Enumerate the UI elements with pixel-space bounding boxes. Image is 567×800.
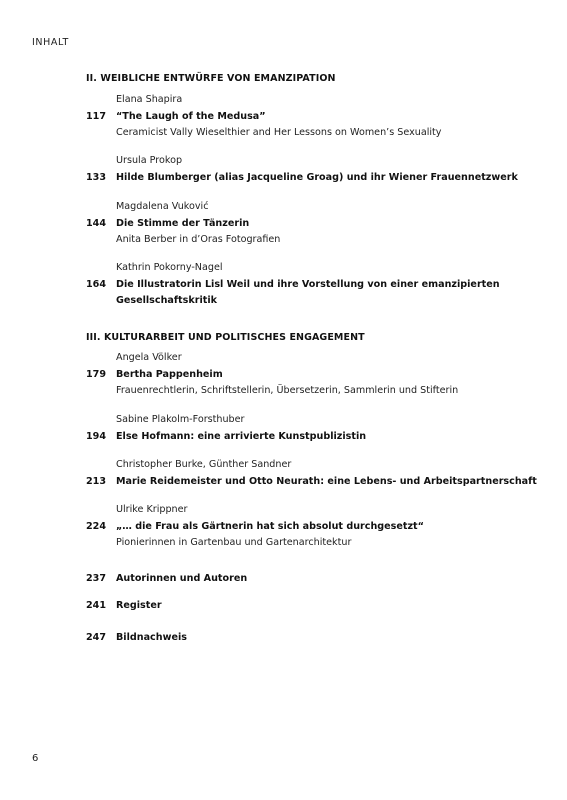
toc-entry[interactable]: [86, 350, 546, 400]
entry-title: Register: [116, 600, 162, 611]
toc-entry[interactable]: [86, 502, 546, 552]
entry-title: Bildnachweis: [116, 632, 187, 643]
running-head: INHALT: [32, 37, 69, 48]
entry-page-number: 164: [86, 278, 107, 290]
entry-title: „… die Frau als Gärtnerin hat sich absolut durchgesetzt“: [116, 520, 424, 532]
page-number: 6: [32, 753, 39, 764]
entry-author: Sabine Plakolm-Forsthuber: [116, 414, 245, 425]
entry-page-number: 241: [86, 600, 107, 611]
entry-page-number: 194: [86, 430, 107, 442]
entry-title: Autorinnen und Autoren: [116, 573, 248, 584]
entry-author: Magdalena Vuković: [116, 201, 209, 212]
entry-title: Die Stimme der Tänzerin: [116, 217, 250, 229]
entry-page-number: 224: [86, 520, 107, 532]
entry-author: Ursula Prokop: [116, 155, 183, 166]
toc-entry[interactable]: [86, 92, 546, 142]
entry-author: Elana Shapira: [116, 94, 183, 105]
entry-title: Else Hofmann: eine arrivierte Kunstpublizistin: [116, 430, 367, 442]
toc-entry-appendix[interactable]: [86, 598, 546, 615]
section-title-3: III. KULTURARBEIT UND POLITISCHES ENGAGEMENT: [86, 332, 365, 343]
entry-page-number: 213: [86, 475, 107, 487]
toc-entry[interactable]: [86, 260, 546, 310]
entry-page-number: 117: [86, 110, 107, 122]
entry-page-number: 144: [86, 217, 107, 229]
entry-author: Ulrike Krippner: [116, 504, 188, 515]
entry-title: Die Illustratorin Lisl Weil und ihre Vorstellung von einer emanzipierten: [116, 278, 500, 290]
entry-title: Bertha Pappenheim: [116, 368, 223, 380]
entry-title-continued: Gesellschaftskritik: [116, 295, 218, 306]
entry-subtitle: Anita Berber in d’Oras Fotografien: [116, 234, 281, 245]
toc-entry[interactable]: [86, 457, 546, 490]
entry-page-number: 133: [86, 171, 107, 183]
entry-subtitle: Pionierinnen in Gartenbau und Gartenarchitektur: [116, 537, 352, 548]
entry-title: “The Laugh of the Medusa”: [116, 110, 266, 122]
entry-author: Christopher Burke, Günther Sandner: [116, 459, 292, 470]
entry-subtitle: Frauenrechtlerin, Schriftstellerin, Übersetzerin, Sammlerin und Stifterin: [116, 385, 459, 396]
toc-entry[interactable]: [86, 153, 546, 186]
toc-entry[interactable]: [86, 199, 546, 249]
toc-entry-appendix[interactable]: [86, 571, 546, 588]
entry-title: Hilde Blumberger (alias Jacqueline Groag) und ihr Wiener Frauennetzwerk: [116, 171, 518, 183]
entry-page-number: 247: [86, 632, 107, 643]
entry-subtitle: Ceramicist Vally Wieselthier and Her Lessons on Women’s Sexuality: [116, 127, 442, 138]
entry-title: Marie Reidemeister und Otto Neurath: eine Lebens- und Arbeitspartnerschaft: [116, 475, 537, 487]
section-title-2: II. WEIBLICHE ENTWÜRFE VON EMANZIPATION: [86, 73, 336, 84]
entry-page-number: 237: [86, 573, 107, 584]
entry-author: Angela Völker: [116, 352, 182, 363]
toc-entry[interactable]: [86, 412, 546, 445]
toc-entry-appendix[interactable]: [86, 630, 546, 647]
entry-page-number: 179: [86, 368, 107, 380]
entry-author: Kathrin Pokorny-Nagel: [116, 262, 223, 273]
